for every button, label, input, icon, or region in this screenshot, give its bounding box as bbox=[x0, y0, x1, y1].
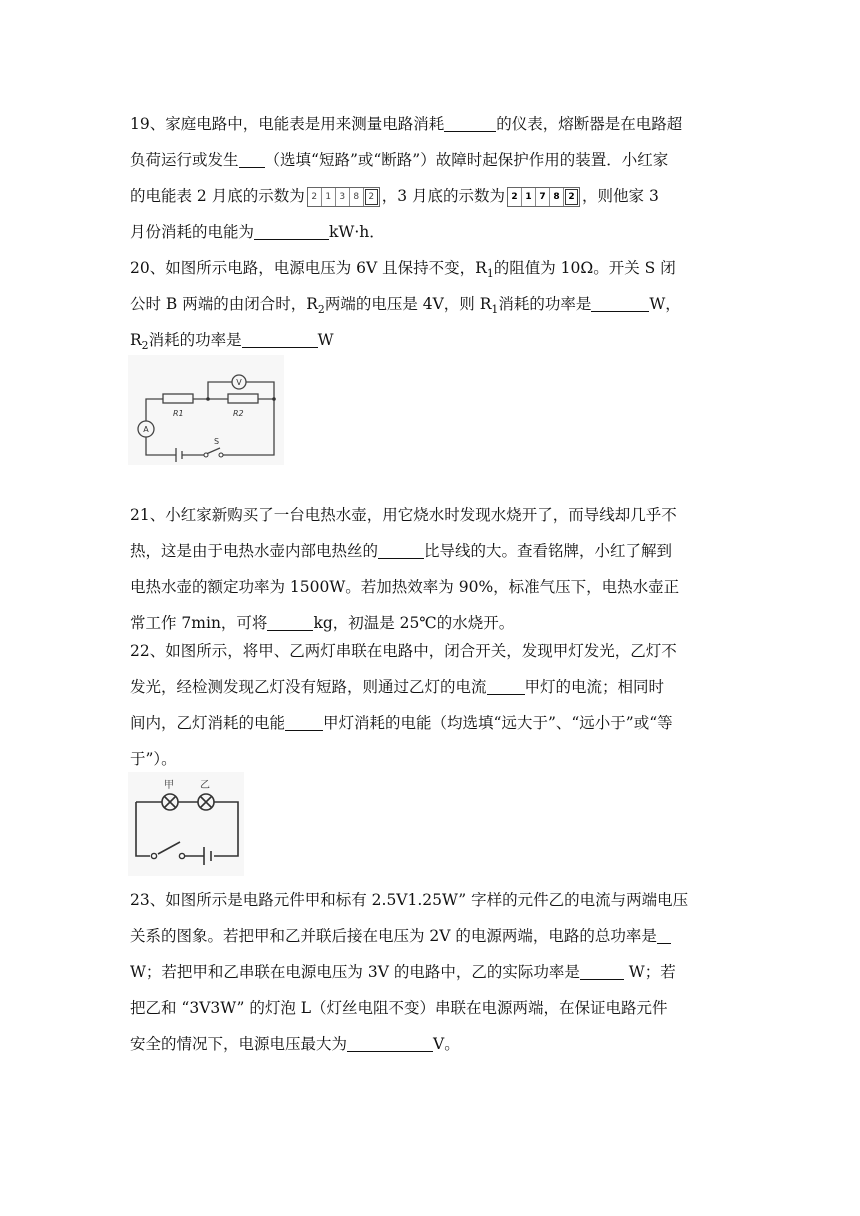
q19-blank-2 bbox=[239, 150, 265, 168]
q22-blank-2 bbox=[285, 713, 323, 731]
q22-line-2: 发光，经检测发现乙灯没有短路，则通过乙灯的电流 甲灯的电流；相同时 bbox=[130, 678, 665, 696]
question-23 bbox=[130, 882, 730, 1062]
lamp-yi-label: 乙 bbox=[200, 780, 210, 791]
q22-line-3: 间内，乙灯消耗的电能 甲灯消耗的电能（均选填“远大于”、“远小于”或“等 bbox=[130, 714, 673, 732]
q19-line-2: 负荷运行或发生 （选填“短路”或“断路”）故障时起保护作用的装置．小红家 bbox=[130, 151, 669, 169]
q19-line-1: 19、家庭电路中，电能表是用来测量电路消耗 的仪表，熔断器是在电路超 bbox=[130, 115, 683, 133]
q23-line-5: 安全的情况下，电源电压最大为 V。 bbox=[130, 1035, 460, 1053]
q20-circuit-diagram bbox=[128, 355, 284, 465]
q21-blank-2 bbox=[267, 613, 313, 631]
ammeter-label: A bbox=[143, 425, 149, 434]
q23-blank-1 bbox=[657, 926, 671, 944]
r2-label: R2 bbox=[233, 409, 244, 418]
q21-line-2: 热，这是由于电热水壶内部电热丝的 比导线的大。查看铭牌，小红了解到 bbox=[130, 542, 673, 560]
question-20 bbox=[130, 250, 730, 358]
q21-blank-1 bbox=[378, 541, 424, 559]
voltmeter-label: V bbox=[236, 378, 242, 387]
q20-line-1: 20、如图所示电路，电源电压为 6V 且保持不变，$R_1$的阻值为 10Ω。开关 S 闭 bbox=[130, 259, 676, 281]
q23-line-3: W；若把甲和乙串联在电源电压为 3V 的电路中，乙的实际功率是 W；若 bbox=[130, 963, 676, 981]
q23-line-2: 关系的图象。若把甲和乙并联后接在电压为 2V 的电源两端，电路的总功率是 bbox=[130, 918, 730, 954]
lamp-jia-label: 甲 bbox=[164, 780, 174, 791]
q22-line-1: 22、如图所示，将甲、乙两灯串联在电路中，闭合开关，发现甲灯发光，乙灯不 bbox=[130, 642, 677, 660]
switch-label: S bbox=[214, 437, 220, 446]
q22-circuit-diagram bbox=[128, 772, 244, 876]
meter-reading-feb: 2 1 3 8 2 bbox=[307, 187, 380, 207]
question-21 bbox=[130, 497, 730, 641]
q22-blank-1 bbox=[487, 677, 525, 695]
q21-line-1: 21、小红家新购买了一台电热水壶，用它烧水时发现水烧开了，而导线却几乎不 bbox=[130, 506, 677, 524]
q20-blank-1 bbox=[591, 294, 649, 312]
q19-line-3: 的电能表 2 月底的示数为 2 1 3 8 2 ，3 月底的示数为 2 1 7 8 2 ，则他家 3 bbox=[130, 187, 659, 205]
q20-line-3: $R_2$消耗的功率是 W bbox=[130, 331, 334, 353]
question-22 bbox=[130, 633, 730, 777]
q21-line-4: 常工作 7min，可将 kg，初温是 25℃的水烧开。 bbox=[130, 614, 515, 632]
q19-blank-3 bbox=[254, 222, 329, 240]
r1-label: R1 bbox=[173, 409, 184, 418]
question-19 bbox=[130, 106, 730, 250]
q22-line-4: 于”）。 bbox=[130, 750, 177, 768]
q19-line-4: 月份消耗的电能为 kW·h． bbox=[130, 223, 385, 241]
q23-blank-3 bbox=[347, 1034, 433, 1052]
q23-line-4: 把乙和 “3V3W” 的灯泡 L（灯丝电阻不变）串联在电源两端，在保证电路元件 bbox=[130, 999, 668, 1017]
q23-line-1: 23、如图所示是电路元件甲和标有 2.5V1.25W” 字样的元件乙的电流与两端电压 bbox=[130, 891, 689, 909]
meter-reading-mar: 2 1 7 8 2 bbox=[507, 187, 580, 207]
q20-blank-2 bbox=[242, 330, 318, 348]
q23-blank-2 bbox=[580, 962, 624, 980]
q21-line-3: 电热水壶的额定功率为 1500W。若加热效率为 90%，标准气压下，电热水壶正 bbox=[130, 578, 680, 596]
q20-line-2: 公时 B 两端的由闭合时，$R_2$两端的电压是 4V，则 $R_1$消耗的功率是 W， bbox=[130, 295, 681, 317]
q19-blank-1 bbox=[444, 114, 496, 132]
